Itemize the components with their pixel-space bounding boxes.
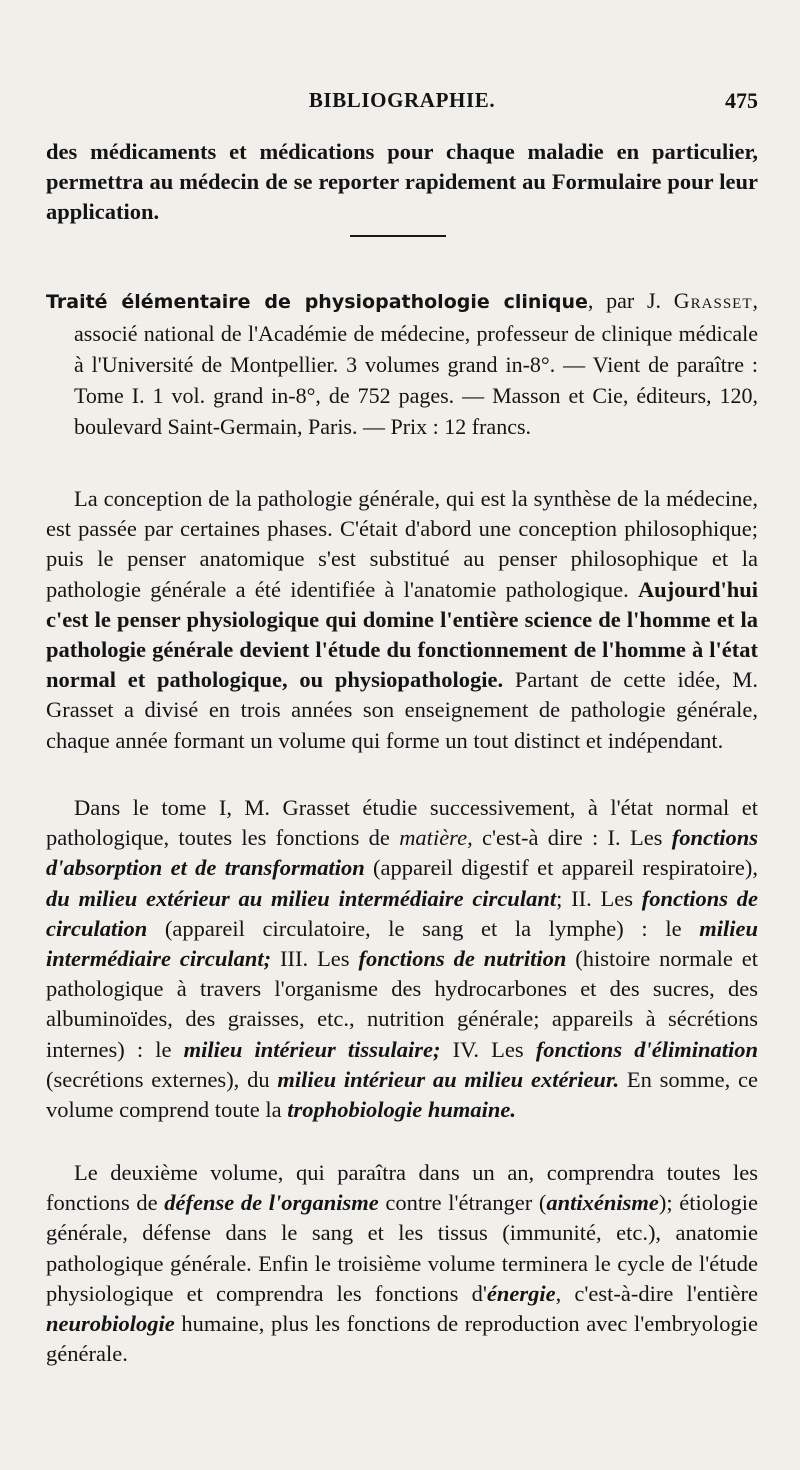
italic-run: fonctions d'absorption et de transformation (46, 825, 758, 881)
text-run: (histoire normale et pathologique à travers l'organisme des hydrocarbones et des sucres, des albuminoïdes, des graisses, etc., nutrition générale; appareils à sécrétions internes) : le (46, 946, 758, 1062)
text-run: contre l'étranger ( (378, 1190, 547, 1216)
text-run: (appareil digestif et appareil respiratoire), (364, 855, 758, 881)
bibliographic-entry (46, 285, 758, 442)
paragraph-3-part-a: La conception de la pathologie générale, qui est la synthèse de la médecine, est passée par certaines phases. C'était d'abord une conception philosophique; puis le penser anatomique s'est substitué au penser philosophique et la pathologie générale a été identifiée à l'anatomie pathologique. (46, 486, 758, 602)
entry-title: Traité élémentaire de physiopathologie clinique (46, 291, 588, 313)
italic-run: antixénisme (546, 1190, 659, 1216)
italic-run: du milieu extérieur au milieu intermédiaire circulant (46, 885, 557, 911)
italic-run: défense de l'organisme (164, 1190, 379, 1216)
page-header (46, 88, 758, 118)
paragraph-3-part-b: Aujourd'hui c'est le penser physiologique qui domine l'entière science de l'homme et la pathologie générale devient l'étude du fonctionnement de l'homme à l'état normal et pathologique, ou physiopathologie. (46, 576, 758, 693)
paragraph-second-volume (46, 1158, 758, 1369)
text-run: IV. Les (440, 1036, 536, 1062)
text-run: ); étiologie générale, défense dans le sang et les tissus (immunité, etc.), anatomie pathologique générale. Enfin le troisième volume terminera le cycle de l'étude physiologique et comprendra les fonctions d' (46, 1190, 758, 1306)
text-run: III. Les (271, 946, 359, 972)
italic-run: fonctions d'élimination (535, 1036, 758, 1062)
running-head: BIBLIOGRAPHIE. (308, 88, 496, 112)
paragraph-conception (46, 484, 758, 756)
italic-run: fonctions de circulation (46, 885, 758, 941)
text-run: Dans le tome I, M. Grasset étudie successivement, à l'état normal et pathologique, toutes les fonctions de (46, 795, 758, 851)
text-run: , c'est-à-dire l'entière (555, 1280, 758, 1306)
page-number: 475 (725, 88, 758, 113)
text-run: (secrétions externes), du (46, 1066, 278, 1092)
text-run: (appareil circulatoire, le sang et la lymphe) : le (147, 915, 700, 941)
paragraph-tome-1 (46, 793, 758, 1125)
paragraph-continued: des médicaments et médications pour chaque maladie en particulier, permettra au médecin de se reporter rapidement au Formulaire pour leur application. (46, 139, 758, 225)
text-run: En somme, ce volume comprend toute la (46, 1066, 758, 1123)
section-divider (350, 235, 446, 237)
italic-run: trophobiologie humaine. (287, 1097, 516, 1123)
text-run: humaine, plus les fonctions de reproduction avec l'embryologie générale. (46, 1311, 758, 1367)
entry-by: , par J. (587, 288, 674, 313)
text-run: Le deuxième volume, qui paraîtra dans un an, comprendra toutes les fonctions de (46, 1160, 758, 1216)
entry-author: Grasset (673, 288, 753, 313)
italic-run: matière, (399, 825, 473, 851)
italic-run: neurobiologie (46, 1311, 175, 1337)
paragraph-3-part-c: Partant de cette idée, M. Grasset a divisé en trois années son enseignement de pathologie générale, chaque année formant un volume qui forme un tout distinct et indépendant. (46, 667, 758, 753)
italic-run: milieu intérieur au milieu extérieur. (277, 1066, 620, 1092)
text-run: ; II. Les (556, 885, 642, 911)
entry-details: , associé national de l'Académie de médecine, professeur de clinique médicale à l'Université de Montpellier. 3 volumes grand in-8°. — Vient de paraître : Tome I. 1 vol. grand in-8°, de 752 pages. — Masson et Cie, éditeurs, 120, boulevard Saint-Germain, Paris. — Prix : 12 francs. (74, 288, 758, 439)
italic-run: fonctions de nutrition (358, 946, 567, 972)
italic-run: milieu intermédiaire circulant; (46, 915, 758, 972)
italic-run: milieu intérieur tissulaire; (183, 1036, 441, 1062)
italic-run: énergie (486, 1280, 556, 1306)
text-run: c'est-à dire : I. Les (472, 825, 672, 851)
